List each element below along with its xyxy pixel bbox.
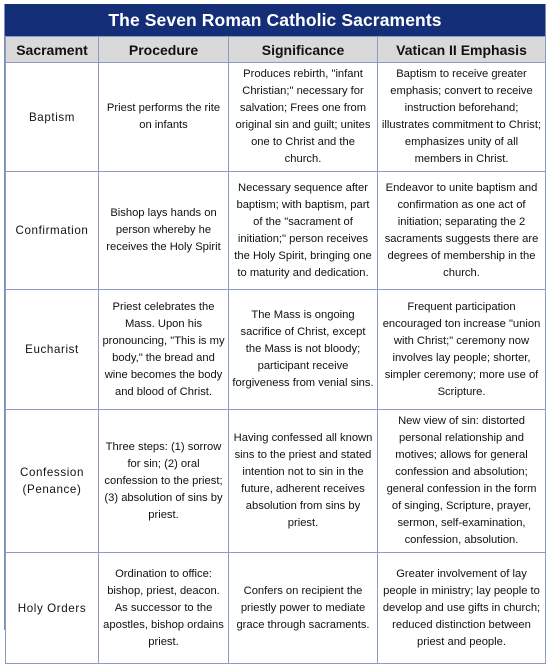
sacrament-name: [6, 410, 99, 553]
sacrament-name: [6, 290, 99, 410]
sacrament-name-text: Baptism: [28, 110, 76, 124]
procedure-cell: Bishop lays hands on person whereby he receives the Holy Spirit: [99, 172, 229, 290]
sacrament-name: [6, 63, 99, 172]
vatican-cell: Frequent participation encouraged ton increase "union with Christ;" ceremony now involves lay people; shorter, simpler ceremony; more use of Scripture.: [378, 290, 546, 410]
table-row: [6, 63, 546, 172]
sacrament-name: [6, 553, 99, 664]
header-vatican-ii-emphasis: Vatican II Emphasis: [378, 37, 546, 63]
header-sacrament: Sacrament: [6, 37, 99, 63]
header-procedure: Procedure: [99, 37, 229, 63]
sacrament-name-text: Eucharist: [25, 343, 79, 356]
header-significance: Significance: [229, 37, 378, 63]
procedure-cell: Priest performs the rite on infants: [99, 63, 229, 172]
significance-cell: The Mass is ongoing sacrifice of Christ, except the Mass is not bloody; participant receive forgiveness from venial sins.: [229, 290, 378, 410]
table-row: [6, 290, 546, 410]
significance-cell: Produces rebirth, "infant Christian;" necessary for salvation; Frees one from original sin and guilt; unites one to Christ and the church.: [229, 63, 378, 172]
significance-cell: Confers on recipient the priestly power to mediate grace through sacraments.: [229, 553, 378, 664]
sacrament-name-subtext: (Penance): [22, 483, 82, 496]
significance-cell: Necessary sequence after baptism; with baptism, part of the "sacrament of initiation;" person receives the Holy Spirit, bringing one to maturity and dedication.: [229, 172, 378, 290]
sacrament-name: [6, 172, 99, 290]
table-row: [6, 553, 546, 664]
sacrament-name-text: Confession: [19, 466, 84, 479]
vatican-cell: Baptism to receive greater emphasis; convert to receive instruction beforehand; illustrates commitment to Christ; emphasizes unity of all members in Christ.: [378, 63, 546, 172]
procedure-cell: Three steps: (1) sorrow for sin; (2) oral confession to the priest; (3) absolution of sins by priest.: [99, 410, 229, 553]
sacraments-table: [5, 36, 546, 664]
table-row: [6, 172, 546, 290]
sacrament-name-text: Holy Orders: [17, 601, 87, 615]
vatican-cell: Greater involvement of lay people in ministry; lay people to develop and use gifts in church; reduced distinction between priest and people.: [378, 553, 546, 664]
procedure-cell: Ordination to office: bishop, priest, deacon. As successor to the apostles, bishop ordains priest.: [99, 553, 229, 664]
vatican-cell: Endeavor to unite baptism and confirmation as one act of initiation; separating the 2 sacraments suggests there are degrees of membership in the church.: [378, 172, 546, 290]
table-row: [6, 410, 546, 553]
sacrament-name-text: Confirmation: [15, 224, 89, 237]
procedure-cell: Priest celebrates the Mass. Upon his pronouncing, "This is my body," the bread and wine becomes the body and blood of Christ.: [99, 290, 229, 410]
table-header-row: [6, 37, 546, 63]
vatican-cell: New view of sin: distorted personal relationship and motives; allows for general confession and absolution; general confession in the form of singing, Scripture, prayer, sermon, self-examination, confession, absolution.: [378, 410, 546, 553]
sacraments-document: [4, 4, 546, 648]
significance-cell: Having confessed all known sins to the priest and stated intention not to sin in the future, adherent receives absolution from sins by priest.: [229, 410, 378, 553]
document-title: The Seven Roman Catholic Sacraments: [5, 4, 545, 36]
